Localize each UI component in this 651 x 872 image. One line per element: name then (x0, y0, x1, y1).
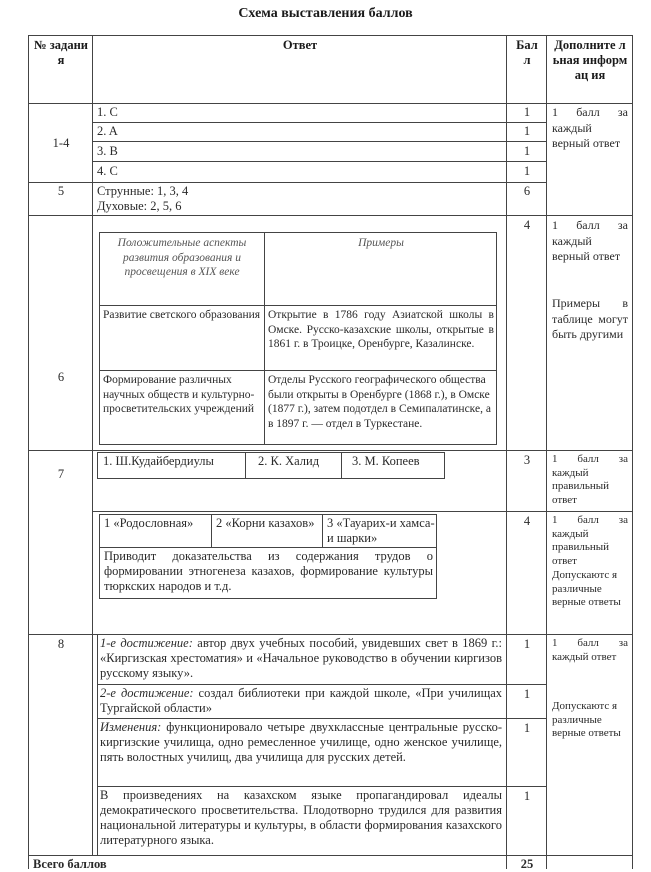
works-divider (322, 514, 323, 548)
answer-2: 2. A (97, 124, 118, 138)
row-divider-6 (28, 215, 633, 216)
achievement-1 (100, 636, 502, 681)
sub-row-divider (92, 122, 546, 123)
inner-example-1: Открытие в 1786 году Азиатской школы в Омске. Русско-казахские школы, открытые в 1861 г. в Троицке, Оренбурге, Казалинске. (268, 309, 494, 350)
header-answer: Ответ (282, 38, 318, 52)
works-in-kazakh (100, 788, 502, 848)
score-sub-divider (506, 786, 546, 787)
answer-3: 3. B (97, 144, 118, 158)
score-sub-divider (506, 684, 546, 685)
header-divider (28, 103, 633, 104)
score-2: 1 (523, 124, 531, 138)
changes (100, 720, 502, 765)
sub-row-divider (92, 161, 546, 162)
info-8-a: 1 балл за каждый ответ (552, 637, 628, 663)
answer-5-line-2: Духовые: 2, 5, 6 (97, 199, 182, 213)
achievement-2-text: создал библиотеки при каждой школе, «При училищах Тургайской области» (100, 686, 502, 715)
work-2: 2 «Корни казахов» (216, 516, 315, 530)
authors-divider (341, 452, 342, 479)
answer-1: 1. C (97, 105, 118, 119)
author-1: 1. Ш.Кудайбердиулы (103, 454, 214, 468)
achievement-2-label: 2-е достижение: (100, 686, 194, 700)
score-sub-divider (506, 718, 546, 719)
row-8-sub-divider (97, 786, 506, 787)
table-border-left (28, 35, 29, 869)
inner-col-divider (264, 232, 265, 445)
score-1: 1 (523, 105, 531, 119)
info-6-b: Примеры в таблице могут быть другими (552, 296, 628, 341)
row-7-sub-divider (92, 511, 633, 512)
info-7b-b: Допускаютс я различные верные ответы (552, 569, 621, 608)
achievement-2 (100, 686, 502, 716)
col-divider-1 (92, 35, 93, 855)
score-8-3: 1 (523, 721, 531, 735)
author-3: 3. М. Копеев (352, 454, 420, 468)
work-1: 1 «Родословная» (104, 516, 194, 530)
changes-text: функционировало четыре двухклассные центральные русско-киргизские училища, одно ремесленное училище, одно женское училище, пять волостных училищ, два училища для русских детей. (100, 720, 502, 764)
works-divider (211, 514, 212, 548)
inner-row-divider (99, 305, 497, 306)
answer-5-line-1: Струнные: 1, 3, 4 (97, 184, 189, 198)
score-7a: 3 (523, 453, 531, 467)
header-task-no: № задани я (34, 38, 88, 67)
info-7b-a: 1 балл за каждый правильный ответ (552, 514, 628, 567)
score-4: 1 (523, 164, 531, 178)
row-8-inner-left (97, 634, 98, 855)
achievement-1-text: автор двух учебных пособий, увидевших свет в 1869 г.: «Киргизская хрестоматия» и «Начальное руководство в обучении киргизов русскому языку». (100, 636, 502, 680)
info-8-b: Допускаютс я различные верные ответы (552, 700, 621, 739)
task-number-6: 6 (57, 370, 65, 384)
inner-head-aspects: Положительные аспекты развития образования и просвещения в XIX веке (117, 237, 247, 278)
works-description: Приводит доказательства из содержания трудов о формировании этногенеза казахов, формирование культуры тюркских народов и т.д. (104, 549, 433, 593)
score-6: 4 (523, 218, 531, 232)
row-8-sub-divider (97, 718, 506, 719)
header-extra-info: Дополните льная информац ия (552, 38, 628, 82)
info-1-4: 1 балл за каждый верный ответ (552, 105, 628, 150)
total-score: 25 (520, 857, 534, 871)
score-8-1: 1 (523, 637, 531, 651)
inner-head-examples: Примеры (358, 237, 404, 249)
row-divider-5 (28, 182, 547, 183)
info-6-a: 1 балл за каждый верный ответ (552, 218, 628, 263)
document-title: Схема выставления баллов (238, 6, 413, 21)
row-8-sub-divider (97, 684, 506, 685)
task-number-1-4: 1-4 (52, 136, 70, 150)
achievement-1-label: 1-е достижение: (100, 636, 193, 650)
score-8-4: 1 (523, 789, 531, 803)
works-in-kazakh-text: В произведениях на казахском языке пропагандировал идеалы демократического просветительства. Плодотворно трудился для развития национальной литературы и культуры, в области формирования казахского литературного языка. (100, 788, 502, 847)
info-7a: 1 балл за каждый правильный ответ (552, 453, 628, 506)
header-score: Бал л (516, 38, 538, 67)
score-8-2: 1 (523, 687, 531, 701)
row-divider-8 (28, 634, 633, 635)
table-border-right (632, 35, 633, 869)
row-divider-7 (28, 450, 633, 451)
sub-row-divider (92, 141, 546, 142)
task-number-8: 8 (57, 637, 65, 651)
changes-label: Изменения: (100, 720, 162, 734)
task-number-5: 5 (57, 184, 65, 198)
answer-4: 4. C (97, 164, 118, 178)
score-3: 1 (523, 144, 531, 158)
inner-row-divider (99, 370, 497, 371)
table-border-top (28, 35, 633, 36)
authors-divider (245, 452, 246, 479)
task-number-7: 7 (57, 467, 65, 481)
inner-aspect-1: Развитие светского образования (103, 309, 261, 321)
total-label: Всего баллов (33, 857, 107, 871)
inner-example-2: Отделы Русского географического общества были открыты в Оренбурге (1868 г.), в Омске (1877 г.), затем подотдел в Семипалатинске, а в 1897 г. — отдел в Туркестане. (268, 374, 491, 430)
score-7b: 4 (523, 514, 531, 528)
inner-aspect-2: Формирование различных научных обществ и культурно-просветительских учреждений (103, 374, 255, 415)
col-divider-3 (546, 35, 547, 869)
score-5: 6 (523, 184, 531, 198)
work-3: 3 «Тауарих-и хамса-и шарки» (327, 516, 435, 545)
author-2: 2. К. Халид (258, 454, 320, 468)
row-divider-total (28, 855, 633, 856)
